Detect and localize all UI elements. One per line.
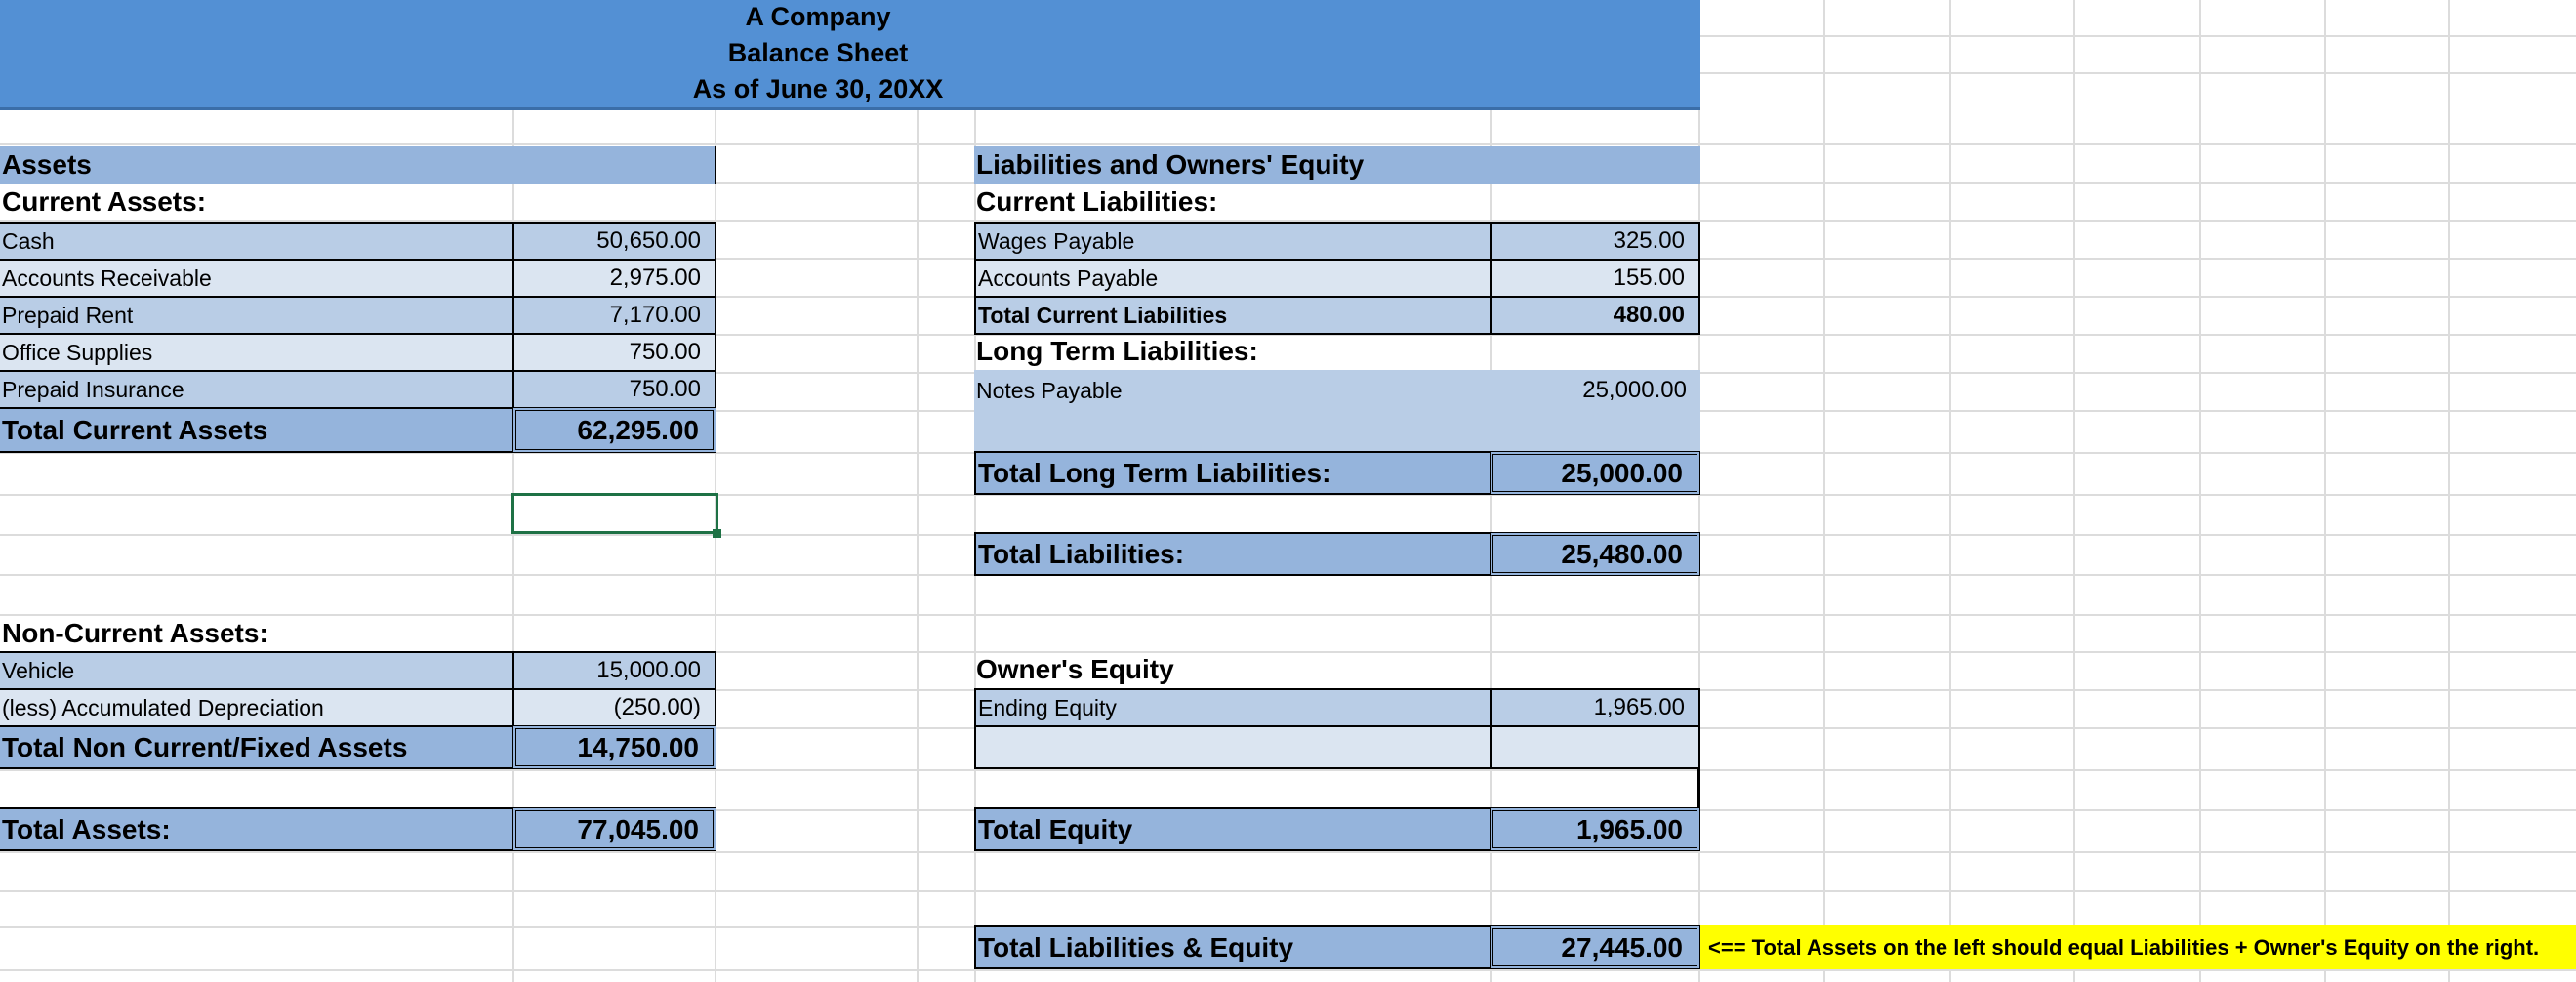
asset-row-cash-value[interactable]: 50,650.00	[512, 222, 716, 261]
equity-row-ending-label[interactable]: Ending Equity	[974, 688, 1492, 727]
report-title: Balance Sheet	[727, 38, 909, 67]
asset-row-prepaid-insurance-value[interactable]: 750.00	[512, 370, 716, 409]
equity-row-empty-value[interactable]	[1490, 725, 1700, 769]
assets-section-header[interactable]	[0, 146, 716, 184]
equity-row-ending-value[interactable]: 1,965.00	[1490, 688, 1700, 727]
longterm-liabilities-heading[interactable]: Long Term Liabilities:	[976, 336, 1258, 366]
liab-row-ap-label[interactable]: Accounts Payable	[974, 259, 1492, 298]
balance-check-note[interactable]: <== Total Assets on the left should equal Liabilities + Owner's Equity on the right.	[1700, 925, 2576, 969]
asset-row-vehicle-value[interactable]: 15,000.00	[512, 651, 716, 690]
asset-row-office-supplies-label[interactable]: Office Supplies	[0, 333, 514, 372]
total-liabilities-equity-value[interactable]: 27,445.00	[1490, 925, 1700, 969]
total-current-liabilities-label[interactable]: Total Current Liabilities	[974, 296, 1492, 335]
liab-row-notes-value[interactable]: 25,000.00	[1582, 377, 1687, 403]
asset-row-cash-label[interactable]: Cash	[0, 222, 514, 261]
liab-row-ap-value[interactable]: 155.00	[1490, 259, 1700, 298]
total-noncurrent-assets-value[interactable]: 14,750.00	[512, 725, 716, 769]
asset-row-depreciation-value[interactable]: (250.00)	[512, 688, 716, 727]
total-equity-label[interactable]: Total Equity	[974, 807, 1492, 851]
liab-row-wages-value[interactable]: 325.00	[1490, 222, 1700, 261]
total-liabilities-value[interactable]: 25,480.00	[1490, 532, 1700, 576]
company-name: A Company	[745, 2, 891, 31]
header-divider	[0, 107, 1700, 110]
asset-row-prepaid-insurance-label[interactable]: Prepaid Insurance	[0, 370, 514, 409]
asset-row-vehicle-label[interactable]: Vehicle	[0, 651, 514, 690]
total-liabilities-label[interactable]: Total Liabilities:	[974, 532, 1492, 576]
equity-row-empty-label[interactable]	[974, 725, 1492, 769]
fill-handle[interactable]	[713, 529, 721, 538]
owners-equity-heading[interactable]: Owner's Equity	[976, 654, 1174, 684]
total-assets-value[interactable]: 77,045.00	[512, 807, 716, 851]
total-current-liabilities-value[interactable]: 480.00	[1490, 296, 1700, 335]
total-assets-label[interactable]: Total Assets:	[0, 807, 514, 851]
current-liabilities-heading[interactable]: Current Liabilities:	[976, 186, 1218, 217]
asset-row-ar-value[interactable]: 2,975.00	[512, 259, 716, 298]
liab-row-notes-label[interactable]: Notes Payable	[976, 377, 1123, 403]
total-equity-value[interactable]: 1,965.00	[1490, 807, 1700, 851]
asset-row-prepaid-rent-value[interactable]: 7,170.00	[512, 296, 716, 335]
asset-row-depreciation-label[interactable]: (less) Accumulated Depreciation	[0, 688, 514, 727]
total-current-assets-value[interactable]: 62,295.00	[512, 407, 716, 453]
total-liabilities-equity-label[interactable]: Total Liabilities & Equity	[974, 925, 1492, 969]
assets-title: Assets	[2, 149, 92, 180]
liabilities-section-header[interactable]: Liabilities and Owners' Equity	[974, 146, 1700, 184]
asset-row-office-supplies-value[interactable]: 750.00	[512, 333, 716, 372]
total-current-assets-label[interactable]: Total Current Assets	[0, 407, 514, 453]
total-noncurrent-assets-label[interactable]: Total Non Current/Fixed Assets	[0, 725, 514, 769]
selected-cell[interactable]	[511, 493, 718, 534]
current-assets-heading[interactable]: Current Assets:	[2, 186, 207, 217]
report-date: As of June 30, 20XX	[692, 74, 944, 103]
liab-row-wages-label[interactable]: Wages Payable	[974, 222, 1492, 261]
total-longterm-liabilities-value[interactable]: 25,000.00	[1490, 451, 1700, 495]
asset-row-prepaid-rent-label[interactable]: Prepaid Rent	[0, 296, 514, 335]
asset-row-ar-label[interactable]: Accounts Receivable	[0, 259, 514, 298]
total-longterm-liabilities-label[interactable]: Total Long Term Liabilities:	[974, 451, 1492, 495]
noncurrent-assets-heading[interactable]: Non-Current Assets:	[2, 618, 268, 648]
equity-border-segment	[1697, 767, 1700, 809]
